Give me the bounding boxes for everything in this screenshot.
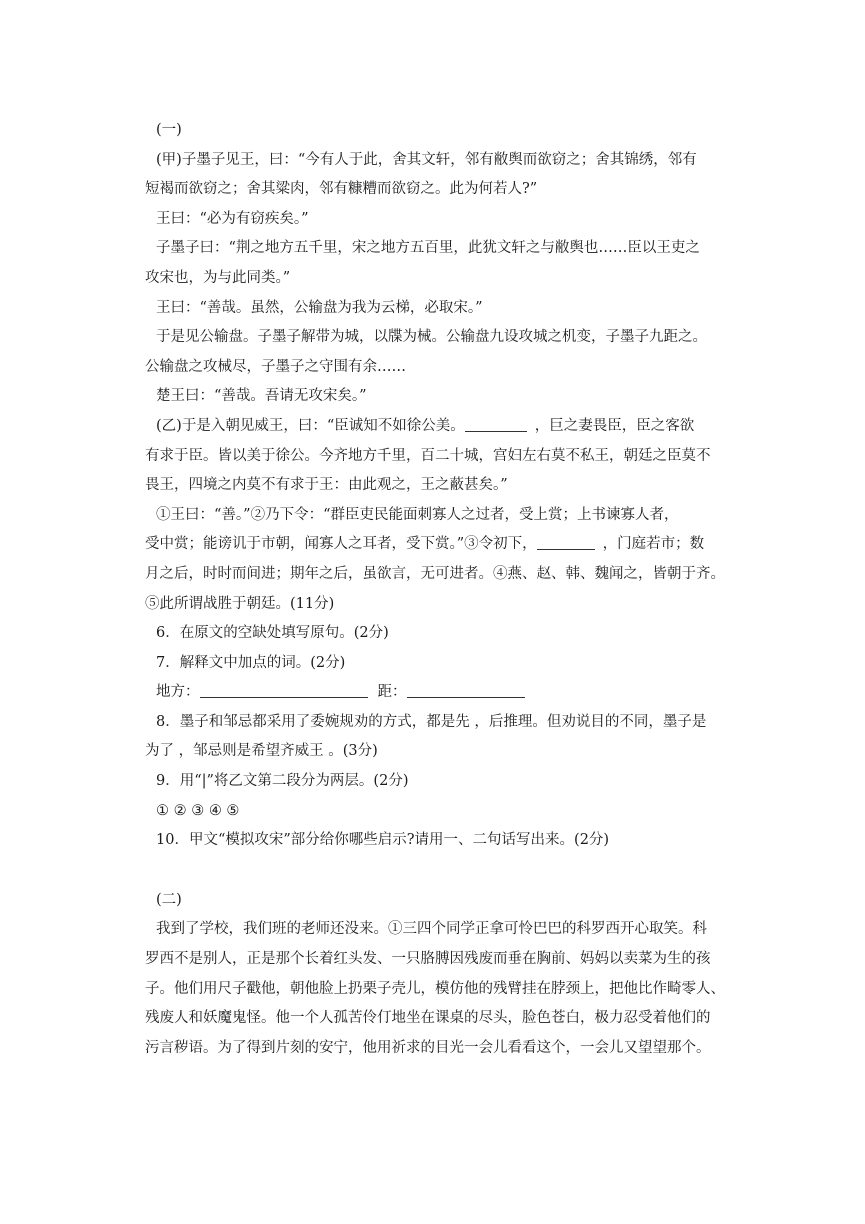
text-line: 王曰：“必为有窃疾矣。” xyxy=(156,210,309,227)
question-8: 8．墨子和邹忌都采用了委婉规劝的方式，都是先 ，后推理。但劝说目的不同，墨子是 xyxy=(156,713,707,730)
text-line: 有求于臣。皆以美于徐公。今齐地方千里，百二十城，宫妇左右莫不私王，朝廷之臣莫不 xyxy=(145,447,711,464)
text-line: 子。他们用尺子戳他，朝他脸上扔栗子壳儿，模仿他的残臂挂在脖颈上，把他比作畸零人、 xyxy=(145,980,725,997)
section-heading: (一) xyxy=(156,122,182,138)
text-line xyxy=(145,530,745,560)
fill-blank[interactable] xyxy=(465,417,527,432)
answer-label: 地方： xyxy=(156,684,200,701)
text-line: ①王曰：“善。”②乃下令：“群臣吏民能面刺寡人之过者，受上赏；上书谏寡人者， xyxy=(156,506,679,523)
text-segment: ，巨之妻畏臣，臣之客欲 xyxy=(534,417,695,434)
answer-blank[interactable] xyxy=(407,683,525,698)
section-heading: (二) xyxy=(156,891,182,908)
answer-label: 距： xyxy=(377,684,407,701)
question-7: 7．解释文中加点的词。(2分) xyxy=(156,654,346,671)
text-line: 污言秽语。为了得到片刻的安宁，他用祈求的目光一会儿看看这个，一会儿又望望那个。 xyxy=(145,1039,711,1056)
text-line: 公输盘之攻械尽，子墨子之守围有余…… xyxy=(145,358,406,375)
question-7-answers xyxy=(145,678,745,708)
text-segment: ，门庭若市；数 xyxy=(602,536,705,553)
text-line xyxy=(145,412,745,442)
question-10: 10．甲文“模拟攻宋”部分给你哪些启示?请用一、二句话写出来。(2分) xyxy=(156,832,610,849)
fill-blank[interactable] xyxy=(537,535,595,550)
text-line: ⑤此所谓战胜于朝廷。(11分) xyxy=(145,595,335,612)
question-6: 6．在原文的空缺处填写原句。(2分) xyxy=(156,625,389,642)
question-9: 9．用“|”将乙文第二段分为两层。(2分) xyxy=(156,773,409,790)
question-8-cont: 为了 ，邹忌则是希望齐威王 。(3分) xyxy=(145,743,378,760)
text-segment: (乙)于是入朝见威王，曰：“臣诚知不如徐公美。 xyxy=(156,417,465,434)
text-line: 于是见公输盘。子墨子解带为城，以牒为械。公输盘九设攻城之机变，子墨子九距之。 xyxy=(156,329,707,346)
text-line: 子墨子曰：“荆之地方五千里，宋之地方五百里，此犹文轩之与敝舆也……臣以王吏之 xyxy=(156,240,700,257)
text-line: 我到了学校，我们班的老师还没来。①三四个同学正拿可怜巴巴的科罗西开心取笑。科 xyxy=(156,921,707,938)
answer-blank[interactable] xyxy=(200,683,368,698)
section-gap xyxy=(145,856,745,886)
text-line: 王曰：“善哉。虽然，公输盘为我为云梯，必取宋。” xyxy=(156,299,483,316)
document-page xyxy=(145,116,745,1063)
text-line: (甲)子墨子见王，曰：“今有人于此，舍其文轩，邻有敝舆而欲窃之；舍其锦绣，邻有 xyxy=(156,151,697,168)
text-line: 罗西不是别人，正是那个长着红头发、一只胳膊因残废而垂在胸前、妈妈以卖菜为生的孩 xyxy=(145,951,711,968)
text-line: 月之后，时时而间进；期年之后，虽欲言，无可进者。④燕、赵、韩、魏闻之，皆朝于齐。 xyxy=(145,565,725,582)
text-line: 短褐而欲窃之；舍其粱肉，邻有糠糟而欲窃之。此为何若人?” xyxy=(145,181,538,198)
text-line: 畏王，四境之内莫不有求于王：由此观之，王之蔽甚矣。” xyxy=(145,477,508,494)
text-line: 残废人和妖魔鬼怪。他一个人孤苦伶仃地坐在课桌的尽头，脸色苍白，极力忍受着他们的 xyxy=(145,1010,711,1027)
question-9-marks: ① ② ③ ④ ⑤ xyxy=(156,802,240,819)
text-line: 攻宋也，为与此同类。” xyxy=(145,269,291,286)
text-segment: 受中赏；能谤讥于市朝，闻寡人之耳者，受下赏。”③令初下， xyxy=(145,536,537,553)
text-line: 楚王曰：“善哉。吾请无攻宋矣。” xyxy=(156,388,367,405)
